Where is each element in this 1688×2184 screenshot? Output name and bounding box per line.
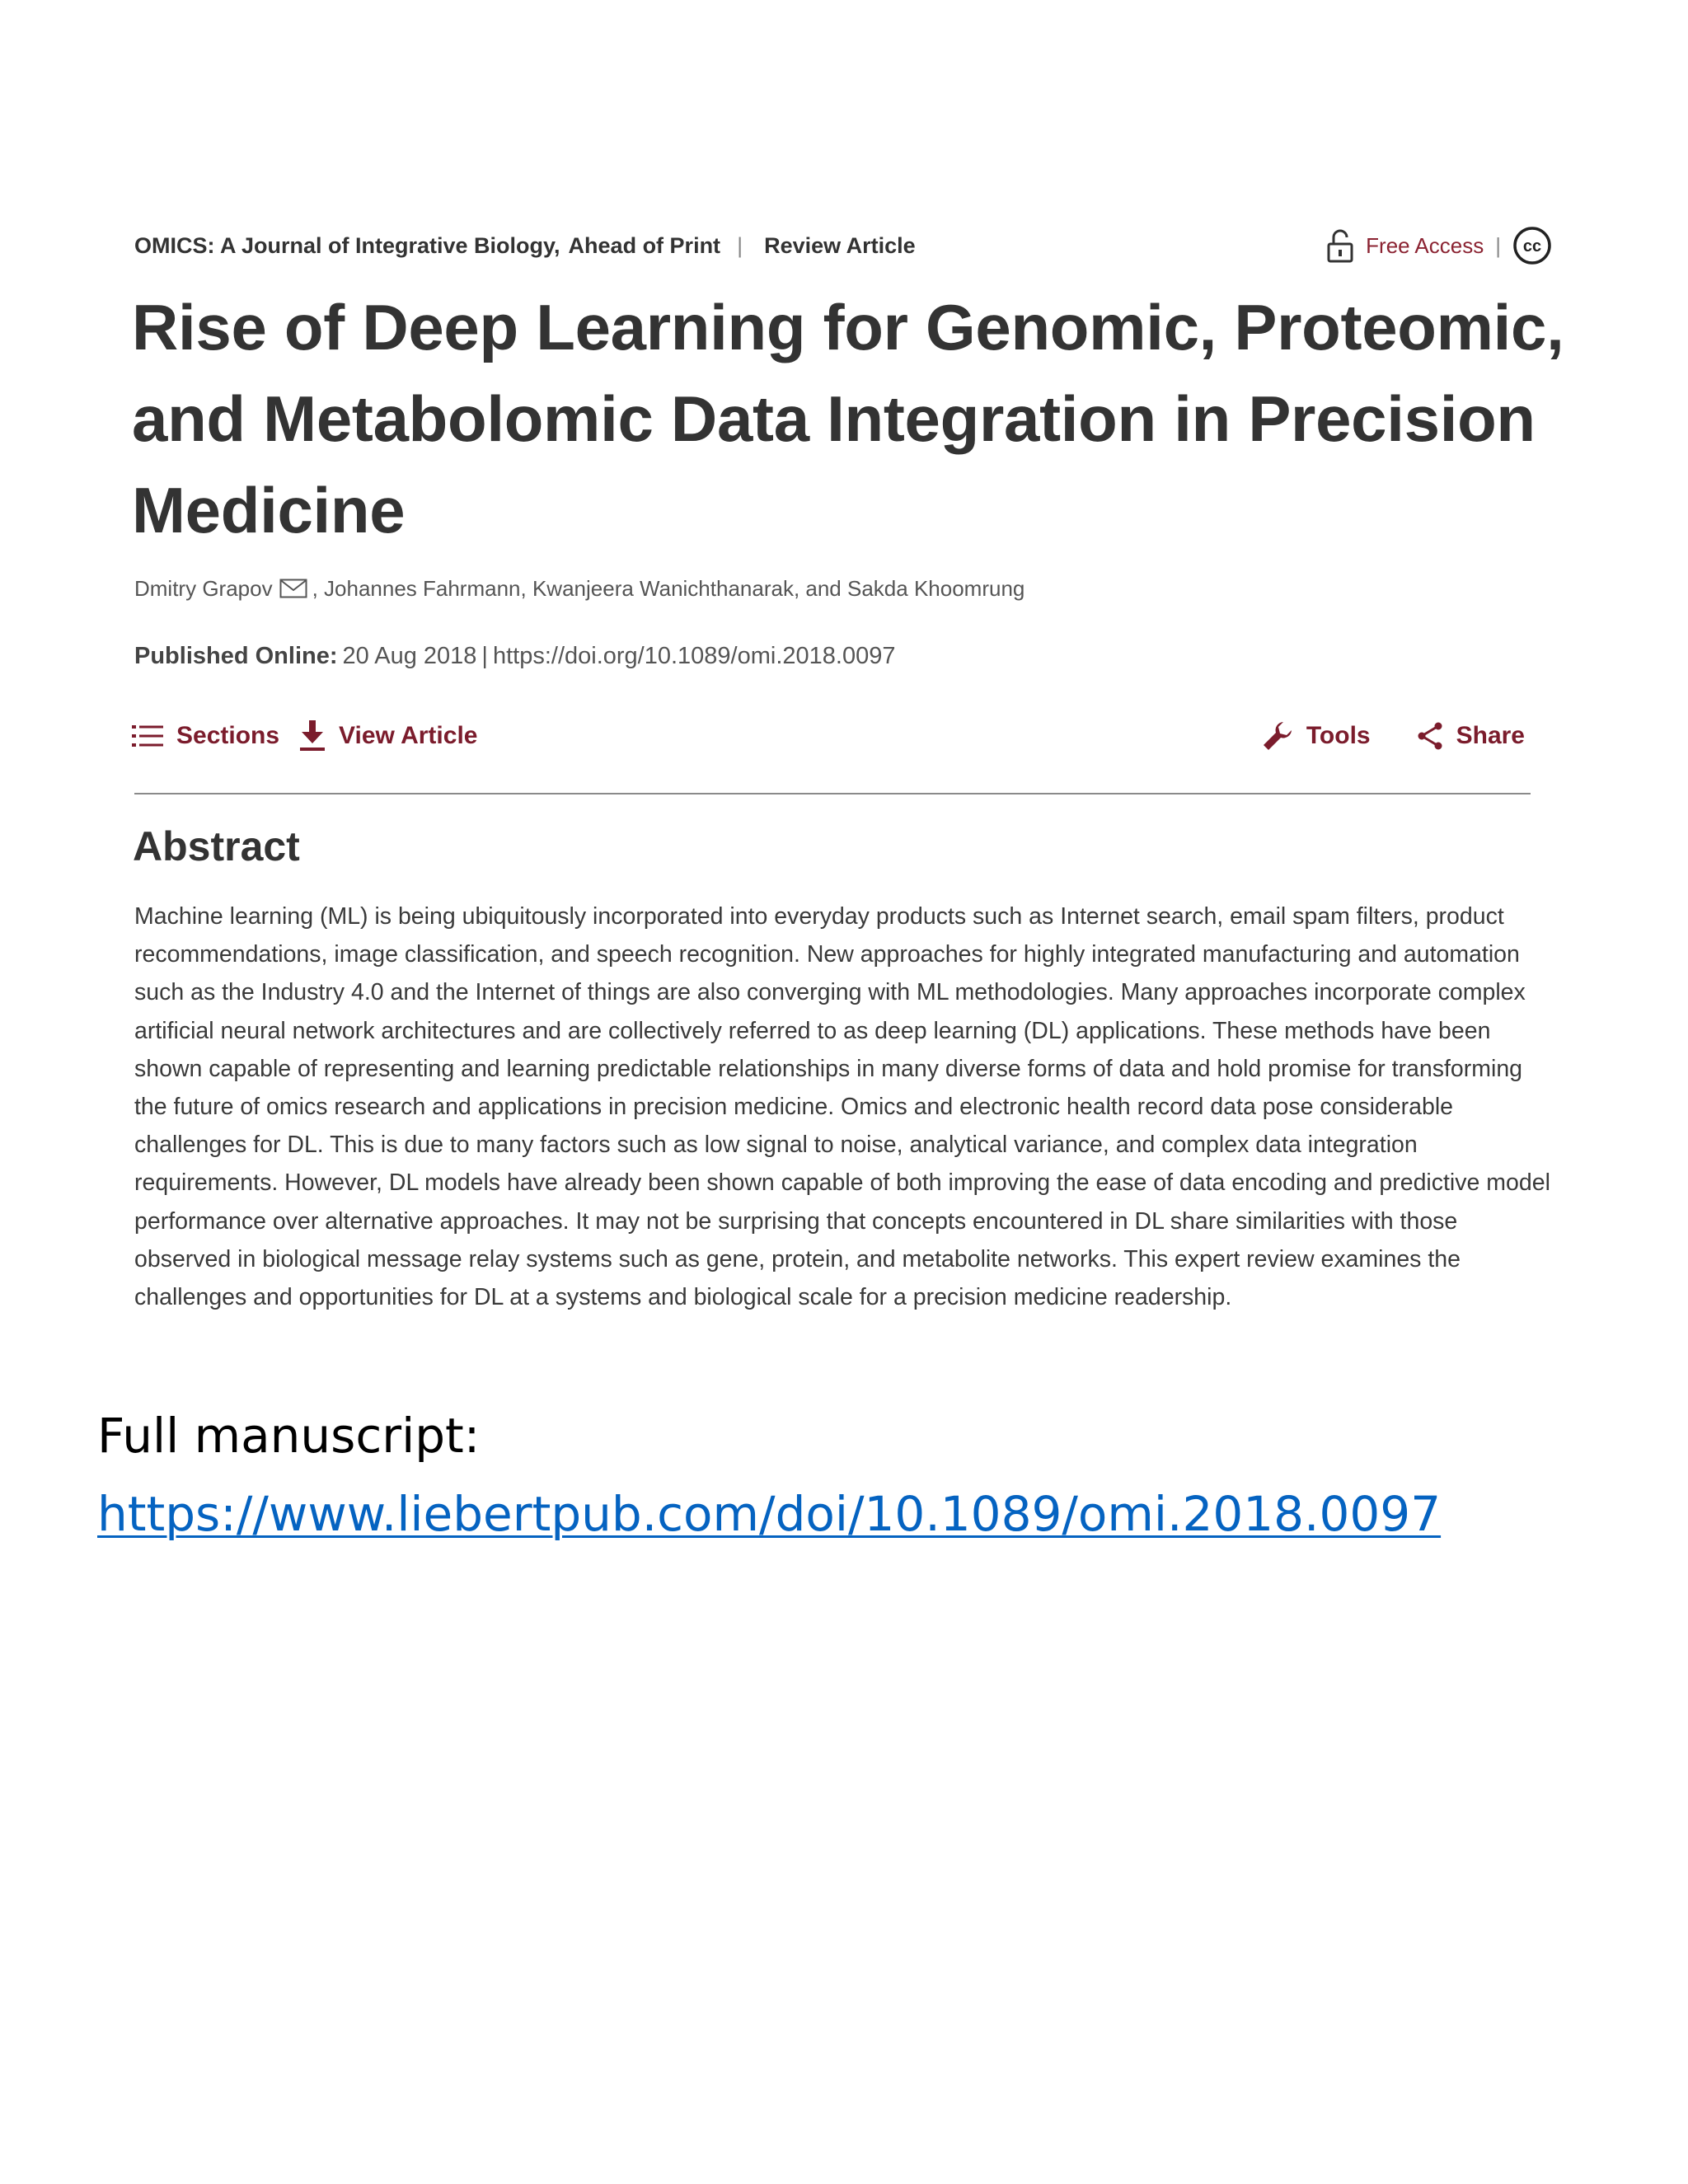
- published-divider: |: [481, 642, 488, 669]
- article-toolbar: [132, 715, 1525, 757]
- article-meta-row: [134, 227, 1552, 264]
- article-type: Review Article: [764, 232, 916, 258]
- share-button[interactable]: [1417, 722, 1525, 750]
- list-icon: [132, 724, 163, 748]
- journal-name[interactable]: OMICS: A Journal of Integrative Biology,: [134, 232, 560, 258]
- doi-link[interactable]: https://doi.org/10.1089/omi.2018.0097: [492, 642, 896, 669]
- access-separator: |: [1495, 232, 1501, 258]
- manuscript-link[interactable]: https://www.liebertpub.com/doi/10.1089/omi.2018.0097: [97, 1486, 1442, 1542]
- sections-label: Sections: [176, 722, 280, 749]
- abstract-text: Machine learning (ML) is being ubiquitously incorporated into everyday products such as Internet search, email spam filters, product recommendations, image classification, and speech recognition. New approaches for highly integrated manufacturing and automation such as the Industry 4.0 and the Internet of things are also converging with ML methodologies. Many approaches incorporate complex artificial neural network architectures and are collectively referred to as deep learning (DL) applications. These methods have been shown capable of representing and learning predictable relationships in many diverse forms of data and hold promise for transforming the future of omics research and applications in precision medicine. Omics and electronic health record data pose considerable challenges for DL. This is due to many factors such as low signal to noise, analytical variance, and complex data integration requirements. However, DL models have already been shown capable of both improving the ease of data encoding and predictive model performance over alternative approaches. It may not be surprising that concepts encountered in DL share similarities with those observed in biological message relay systems such as gene, protein, and metabolite networks. This expert review examines the challenges and opportunities for DL at a systems and biological scale for a precision medicine readership.: [134, 903, 1550, 1311]
- abstract-heading: Abstract: [133, 823, 300, 869]
- meta-separator: |: [737, 232, 743, 258]
- published-date: 20 Aug 2018: [342, 642, 477, 669]
- creative-commons-icon[interactable]: [1512, 226, 1552, 265]
- sections-button[interactable]: [132, 722, 279, 750]
- license-badge-text: cc: [1522, 237, 1542, 255]
- author-list: [134, 572, 1025, 605]
- published-info: [134, 640, 895, 673]
- download-icon: [299, 720, 326, 752]
- publication-status: Ahead of Print: [568, 232, 721, 258]
- author-corresponding[interactable]: Dmitry Grapov: [134, 575, 273, 601]
- published-label: Published Online:: [134, 642, 338, 669]
- open-lock-icon: [1326, 227, 1354, 264]
- envelope-icon[interactable]: [279, 579, 307, 598]
- article-title: Rise of Deep Learning for Genomic, Proteomic, and Metabolomic Data Integration in Precision Medicine: [132, 291, 1564, 546]
- journal-info: [134, 233, 916, 259]
- view-article-label: View Article: [339, 722, 478, 749]
- author-others[interactable]: , Johannes Fahrmann, Kwanjeera Wanichthanarak, and Sakda Khoomrung: [312, 575, 1025, 601]
- access-info: [1326, 226, 1552, 265]
- share-label: Share: [1456, 722, 1525, 749]
- toolbar-right: [1262, 720, 1525, 752]
- free-access-label: Free Access: [1366, 232, 1484, 258]
- toolbar-left: [132, 720, 477, 752]
- share-icon: [1417, 722, 1443, 750]
- tools-button[interactable]: [1262, 720, 1371, 752]
- manuscript-label: Full manuscript:: [97, 1408, 481, 1464]
- toolbar-divider: [134, 793, 1531, 794]
- view-article-button[interactable]: [299, 720, 477, 752]
- tools-label: Tools: [1306, 722, 1371, 749]
- wrench-icon: [1262, 720, 1293, 752]
